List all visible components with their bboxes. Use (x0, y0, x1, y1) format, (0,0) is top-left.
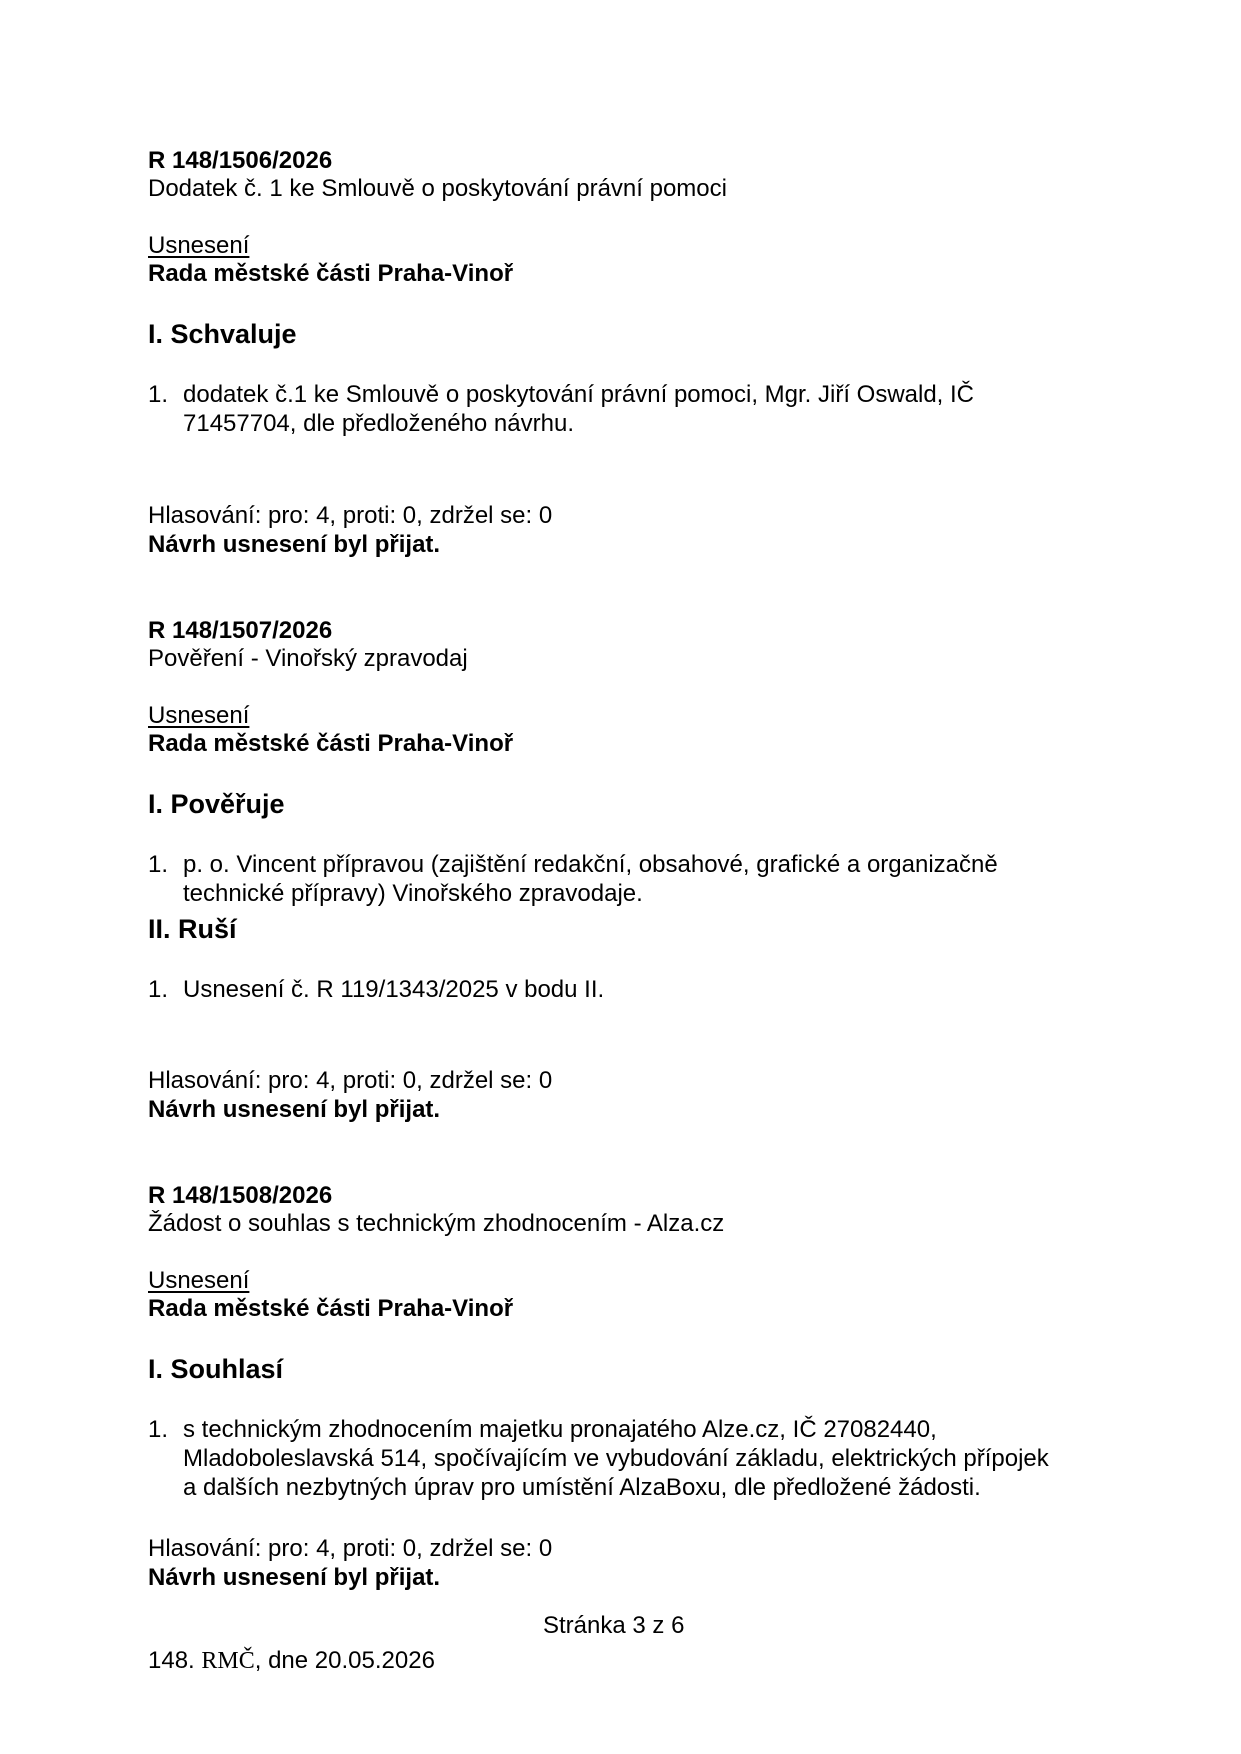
session-info (148, 1647, 435, 1675)
usneseni-label: Usnesení (148, 1267, 250, 1294)
resolution-outcome: Návrh usnesení byl přijat. (148, 1564, 441, 1591)
list-item-number: 1. (148, 851, 169, 878)
council-name: Rada městské části Praha-Vinoř (148, 730, 514, 757)
list-item-number: 1. (148, 1416, 169, 1443)
usneseni-label: Usnesení (148, 702, 250, 729)
usneseni-label: Usnesení (148, 232, 250, 259)
resolution-id: R 148/1507/2026 (148, 617, 333, 644)
vote-result: Hlasování: pro: 4, proti: 0, zdržel se: 0 (148, 502, 553, 529)
resolution-id: R 148/1508/2026 (148, 1182, 333, 1209)
list-item-line: Mladoboleslavská 514, spočívajícím ve vybudování základu, elektrických přípojek (183, 1445, 1049, 1472)
resolution-title: Dodatek č. 1 ke Smlouvě o poskytování právní pomoci (148, 175, 727, 202)
list-item-line: a dalších nezbytných úprav pro umístění AlzaBoxu, dle předložené žádosti. (183, 1474, 981, 1501)
list-item-line: technické přípravy) Vinořského zpravodaje. (183, 880, 643, 907)
resolution-id: R 148/1506/2026 (148, 147, 333, 174)
vote-result: Hlasování: pro: 4, proti: 0, zdržel se: 0 (148, 1067, 553, 1094)
session-number: 148. (148, 1647, 195, 1674)
list-item-line: dodatek č.1 ke Smlouvě o poskytování právní pomoci, Mgr. Jiří Oswald, IČ (183, 381, 975, 408)
session-date: , dne 20.05.2026 (254, 1647, 435, 1674)
resolution-title: Pověření - Vinořský zpravodaj (148, 645, 468, 672)
list-item-line: p. o. Vincent přípravou (zajištění redakční, obsahové, grafické a organizačně (183, 851, 998, 878)
page-number: Stránka 3 z 6 (543, 1612, 685, 1639)
list-item-number: 1. (148, 976, 169, 1003)
list-item-line: Usnesení č. R 119/1343/2025 v bodu II. (183, 976, 605, 1003)
list-item-line: s technickým zhodnocením majetku pronajatého Alze.cz, IČ 27082440, (183, 1416, 937, 1443)
section-heading: I. Pověřuje (148, 789, 285, 819)
council-name: Rada městské části Praha-Vinoř (148, 1295, 514, 1322)
list-item-line: 71457704, dle předloženého návrhu. (183, 410, 574, 437)
section-heading: I. Souhlasí (148, 1354, 284, 1384)
resolution-title: Žádost o souhlas s technickým zhodnocením - Alza.cz (148, 1210, 725, 1237)
vote-result: Hlasování: pro: 4, proti: 0, zdržel se: 0 (148, 1535, 553, 1562)
session-abbreviation: RMČ (201, 1648, 255, 1674)
list-item-number: 1. (148, 381, 169, 408)
section-heading: I. Schvaluje (148, 319, 297, 349)
resolution-outcome: Návrh usnesení byl přijat. (148, 1096, 441, 1123)
resolution-outcome: Návrh usnesení byl přijat. (148, 531, 441, 558)
council-name: Rada městské části Praha-Vinoř (148, 260, 514, 287)
section-heading: II. Ruší (148, 914, 237, 944)
